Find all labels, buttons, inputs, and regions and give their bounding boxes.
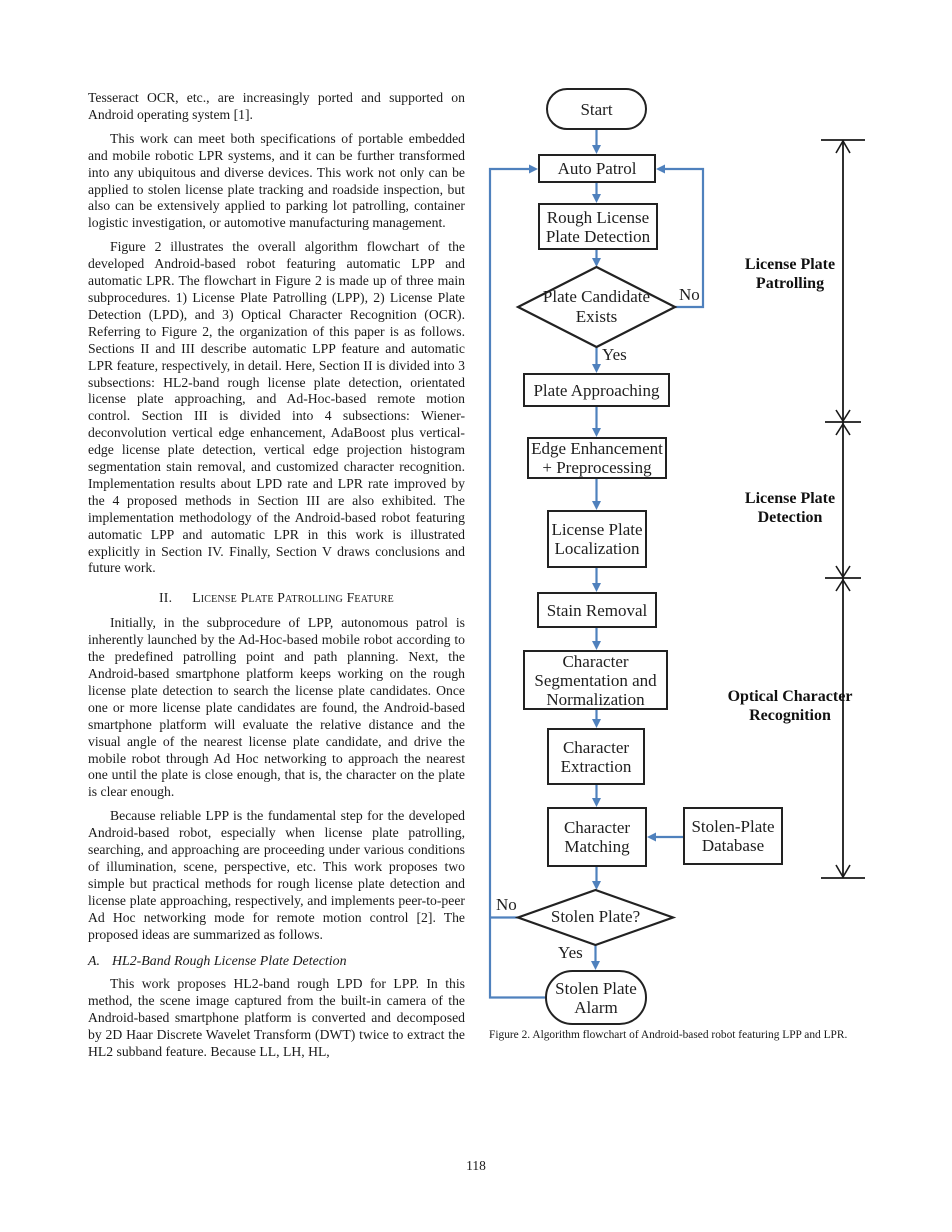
flow-node-plate-approaching: Plate Approaching — [523, 373, 670, 407]
paragraph: Tesseract OCR, etc., are increasingly ported and supported on Android operating system [1]. — [88, 90, 465, 122]
section-label-license-plate-detection: License Plate Detection — [744, 490, 836, 526]
flow-node-character-matching: Character Matching — [547, 807, 647, 867]
flow-node-rough-license-plate-detection: Rough License Plate Detection — [538, 203, 658, 250]
paragraph: This work can meet both specifications of portable embedded and mobile robotic LPR systems, and it can be further transformed into any ubiquitous and diverse devices. This work not only can be applied to stolen license plate tracking and roadside inspection, but also can be extensively applied to parking lot patrolling, container logistic investigation, or automotive manufacturing management. — [88, 130, 465, 231]
paragraph: Figure 2 illustrates the overall algorithm flowchart of the developed Android-based robot featuring automatic LPP and automatic LPR. The flowchart in Figure 2 is made up of three main subprocedures. 1) License Plate Patrolling (LPP), 2) License Plate Detection (LPD), and 3) Optical Character Recognition (OCR). Referring to Figure 2, the organization of this paper is as follows. Sections II and III describe automatic LPP feature and automatic LPR feature, respectively, in detail. Here, Section II is divided into 3 subsections: HL2-band rough license plate detection, orientated license plate approaching, and Ad-Hoc-based remote motion control. Section III is divided into 4 subsections: Wiener-deconvolution vertical edge enhancement, AdaBoost plus vertical-edge license plate detection, vertical edge projection histogram segmentation stain removal, and customized character recognition. Implementation results about LPD rate and LPR rate improved by the 4 proposed methods in Section III are also exhibited. The implementation methodology of the Android-based robot featuring automatic LPP and automatic LPR in this work is illustrated explicitly in Section IV. Finally, Section V draws conclusions and future work. — [88, 239, 465, 576]
flow-node-character-segmentation-normalization: Character Segmentation and Normalization — [523, 650, 668, 710]
text-column — [88, 90, 465, 1068]
flow-node-edge-enhancement-preprocessing: Edge Enhancement + Preprocessing — [527, 437, 667, 479]
flow-node-stain-removal: Stain Removal — [537, 592, 657, 628]
section-label-license-plate-patrolling: License Plate Patrolling — [744, 256, 836, 292]
flow-decision-plate-candidate-exists: Plate Candidate Exists — [542, 287, 651, 326]
flow-node-license-plate-localization: License Plate Localization — [547, 510, 647, 568]
flow-node-stolen-plate-alarm: Stolen Plate Alarm — [545, 970, 647, 1025]
figure-2-flowchart — [465, 85, 935, 1075]
figure-caption: Figure 2. Algorithm flowchart of Android-based robot featuring LPP and LPR. — [489, 1029, 848, 1041]
flow-node-stolen-plate-database: Stolen-Plate Database — [683, 807, 783, 865]
flow-node-start: Start — [546, 88, 647, 130]
flow-node-auto-patrol: Auto Patrol — [538, 154, 656, 183]
subsection-title: HL2-Band Rough License Plate Detection — [111, 953, 347, 969]
flow-decision-stolen-plate: Stolen Plate? — [550, 907, 641, 926]
paragraph: This work proposes HL2-band rough LPD for LPP. In this method, the scene image captured from the built-in camera of the Android-based smartphone platform is converted and decomposed by 2D Haar Discrete Wavelet Transform (DWT) twice to extract the HL2 subband feature. Because LL, LH, HL, — [88, 976, 465, 1060]
paragraph: Initially, in the subprocedure of LPP, autonomous patrol is inherently launched by the Ad-Hoc-based mobile robot according to the predefined patrolling point and path planning. Next, the Android-based smartphone platform keeps working on the rough license plate detection to search the license plate candidates. Once one or more license plate candidates are found, the Android-based smartphone platform will evaluate the relative distance and the visual angle of the nearest license plate candidate, and drive the mobile robot through Ad Hoc networking to approach the nearest one until the plate is close enough, that is, the character on the plate is clear enough. — [88, 615, 465, 800]
branch-label-no-stolen: No — [496, 895, 517, 914]
branch-label-yes-stolen: Yes — [558, 943, 583, 962]
section-heading — [88, 590, 465, 607]
section-label-optical-character-recognition: Optical Character Recognition — [727, 688, 853, 724]
paragraph: Because reliable LPP is the fundamental step for the developed Android-based robot, especially when license plate patrolling, searching, and approaching are proceeding under various conditions of illumination, scene, perspective, etc. This work proposes two simple but practical methods for rough license plate detection and license plate approaching, respectively, and implements peer-to-peer Ad Hoc networking mode for remote motion control [2]. The proposed ideas are summarized as follows. — [88, 808, 465, 942]
branch-label-yes-candidate: Yes — [602, 345, 627, 364]
section-title: License Plate Patrolling Feature — [192, 590, 394, 606]
subsection-heading — [88, 954, 465, 971]
flow-node-character-extraction: Character Extraction — [547, 728, 645, 785]
branch-label-no-candidate: No — [679, 285, 700, 304]
page-number: 118 — [466, 1158, 486, 1173]
section-number: II. — [159, 590, 173, 606]
subsection-label: A. — [88, 953, 100, 969]
